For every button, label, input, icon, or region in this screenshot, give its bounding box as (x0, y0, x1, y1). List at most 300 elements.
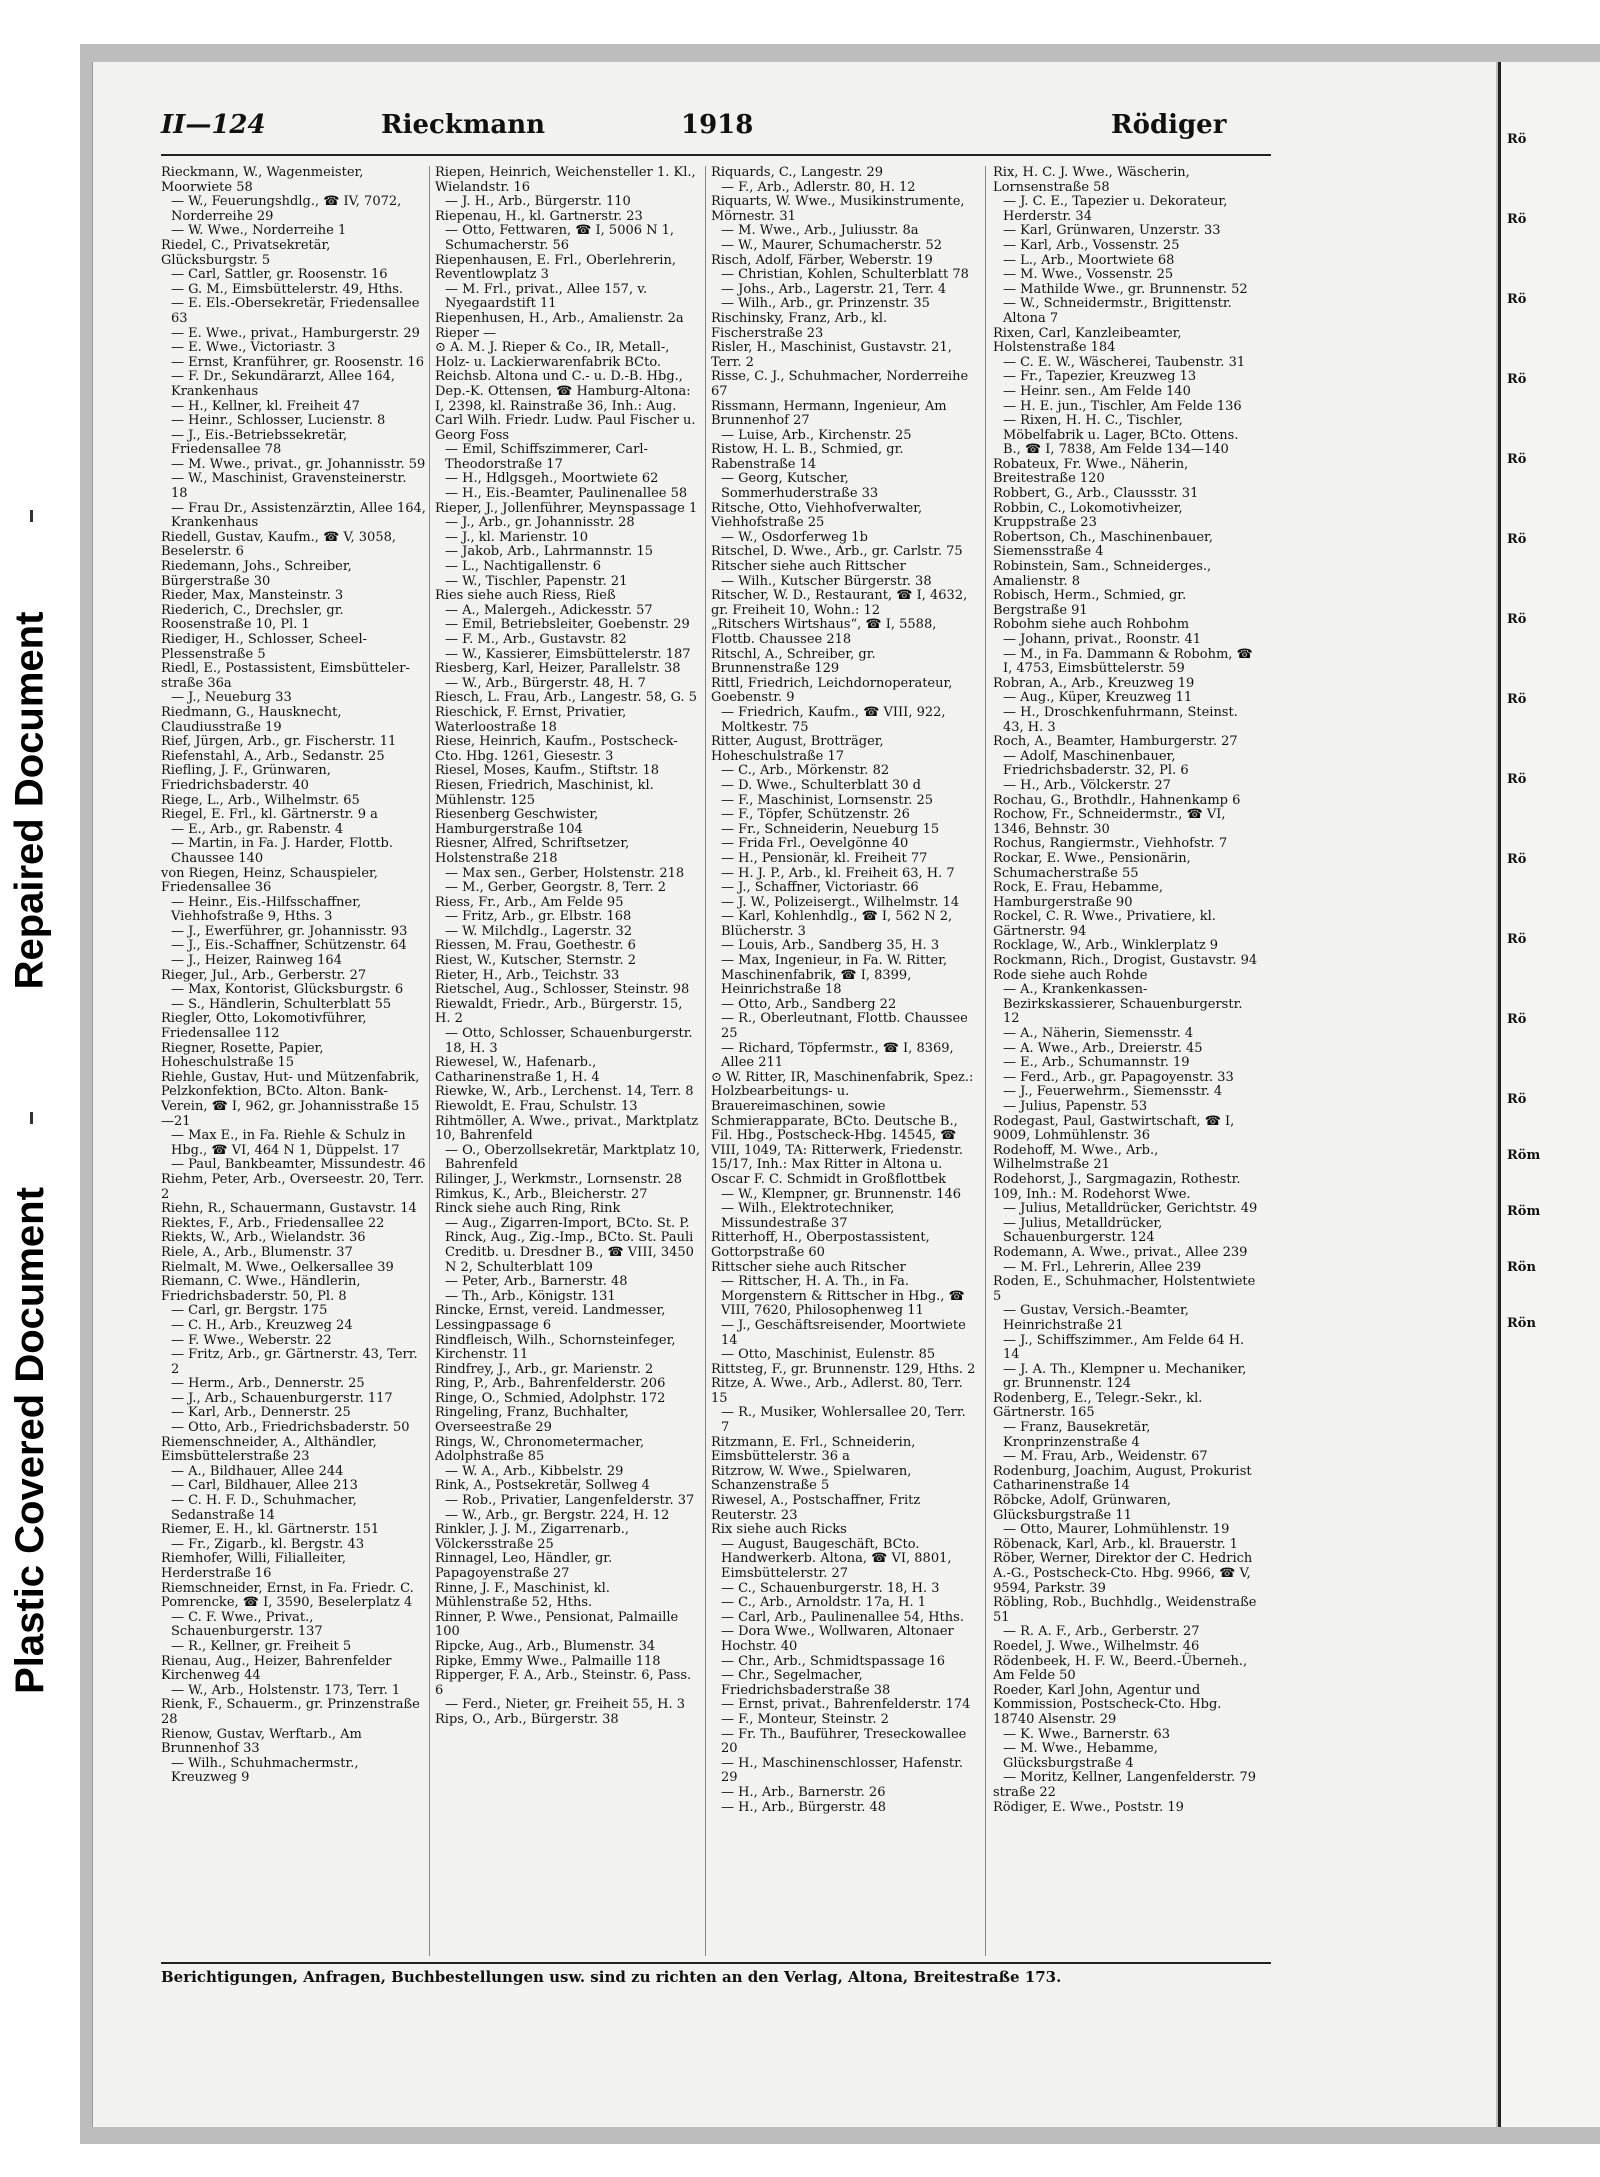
directory-entry: Ritzrow, W. Wwe., Spielwaren, Schanzenstraße 5 (711, 1463, 912, 1494)
directory-entry: — Gustav, Versich.-Beamter, Heinrichstraße 21 (1003, 1303, 1189, 1333)
directory-entry: Röbcke, Adolf, Grünwaren, Glücksburgstraße 11 (993, 1493, 1171, 1523)
directory-entry: — Julius, Metalldrücker, Gerichtstr. 49 (1003, 1201, 1258, 1217)
directory-entry: Robisch, Herm., Schmied, gr. Bergstraße 91 (993, 588, 1187, 618)
directory-entry: Rielmalt, M. Wwe., Oelkersallee 39 (161, 1259, 394, 1275)
adjacent-page-fragment: Rö (1507, 1012, 1527, 1027)
directory-entry: Roden, E., Schuhmacher, Holstentwiete 5 (993, 1274, 1256, 1304)
directory-entry: — Louis, Arb., Sandberg 35, H. 3 (721, 938, 940, 954)
directory-entry: Rischinsky, Franz, Arb., kl. Fischerstraße 23 (711, 310, 888, 341)
directory-entry: Rink, A., Postsekretär, Sollweg 4 (435, 1478, 650, 1494)
directory-entry: Robran, A., Arb., Kreuzweg 19 (993, 675, 1195, 691)
directory-entry: Rix siehe auch Ricks (711, 1522, 847, 1538)
directory-entry: — Peter, Arb., Barnerstr. 48 (445, 1274, 628, 1290)
directory-entry: — Carl, gr. Bergstr. 175 (171, 1303, 328, 1319)
directory-entry: Riessen, M. Frau, Goethestr. 6 (435, 938, 636, 954)
directory-entry: Rindfleisch, Wilh., Schornsteinfeger, Kirchenstr. 11 (435, 1332, 676, 1363)
directory-entry: Riedemann, Johs., Schreiber, Bürgerstraße 30 (161, 559, 352, 589)
page-header (161, 110, 1249, 148)
directory-entry: Rochow, Fr., Schneidermstr., ☎ VI, 1346, Behnstr. 30 (993, 807, 1226, 837)
directory-entry: Rinck siehe auch Ring, Rink (435, 1201, 621, 1217)
directory-entry: — W. Milchdlg., Lagerstr. 32 (445, 923, 633, 939)
directory-entry: — W., Kassierer, Eimsbüttelerstr. 187 (445, 646, 691, 662)
directory-entry: — C. H., Arb., Kreuzweg 24 (171, 1317, 353, 1333)
directory-entry: Ringe, O., Schmied, Adolphstr. 172 (435, 1390, 666, 1406)
adjacent-page-fragment: Röm (1507, 1204, 1541, 1219)
directory-entry: — J., Geschäftsreisender, Moortwiete 14 (721, 1317, 966, 1348)
directory-entry: Riehle, Gustav, Hut- und Mützenfabrik, Pelzkonfektion, BCto. Alton. Bank-Verein, ☎ I, 962, gr. Johannisstraße 15—21 (161, 1069, 420, 1129)
directory-entry: Rixen, Carl, Kanzleibeamter, Holstenstraße 184 (993, 325, 1182, 356)
adjacent-page-fragment: Rö (1507, 452, 1527, 467)
directory-entry: Riepenau, H., kl. Gartnerstr. 23 (435, 208, 643, 224)
directory-entry: — Moritz, Kellner, Langenfelderstr. 79 (1003, 1770, 1256, 1786)
directory-entry: — J., kl. Marienstr. 10 (445, 529, 589, 545)
directory-entry: Riedmann, G., Hausknecht, Claudiusstraße 19 (161, 704, 342, 735)
directory-entry: — Karl, Kohlenhdlg., ☎ I, 562 N 2, Blücherstr. 3 (721, 909, 953, 939)
directory-entry: — F., Monteur, Steinstr. 2 (721, 1711, 889, 1727)
directory-entry: Riesch, L. Frau, Arb., Langestr. 58, G. 5 (435, 690, 698, 706)
directory-entry: Riewesel, W., Hafenarb., Catharinenstraße 1, H. 4 (435, 1055, 600, 1085)
directory-entry: Riepen, Heinrich, Weichensteller 1. Kl., Wielandstr. 16 (435, 166, 696, 195)
directory-entry: — H., Arb., Bürgerstr. 48 (721, 1799, 887, 1815)
column-divider (705, 166, 706, 1956)
directory-entry: — Frau Dr., Assistenzärztin, Allee 164, Krankenhaus (171, 500, 426, 531)
directory-entry: Rodenberg, E., Telegr.-Sekr., kl. Gärtnerstr. 165 (993, 1390, 1203, 1421)
directory-entry: Ripperger, F. A., Arb., Steinstr. 6, Pass. 6 (435, 1668, 692, 1698)
header-last-entry: Rödiger (1111, 110, 1227, 140)
adjacent-page-fragment: Rö (1507, 852, 1527, 867)
directory-entry: — Otto, Maurer, Lohmühlenstr. 19 (1003, 1522, 1230, 1538)
directory-entry: Ringeling, Franz, Buchhalter, Overseestraße 29 (435, 1405, 629, 1436)
directory-entry: — Karl, Arb., Dennerstr. 25 (171, 1405, 351, 1421)
directory-entry: Rittscher siehe auch Ritscher (711, 1259, 906, 1275)
directory-entry: — G. M., Eimsbüttelerstr. 49, Hths. (171, 281, 404, 297)
directory-entry: — J. C. E., Tapezier u. Dekorateur, Herderstr. 34 (1003, 194, 1228, 224)
directory-entry: — Max, Kontorist, Glücksburgstr. 6 (171, 982, 404, 998)
directory-entry: Rock, E. Frau, Hebamme, Hamburgerstraße 90 (993, 880, 1163, 910)
directory-entry: Rings, W., Chronometermacher, Adolphstraße 85 (435, 1434, 645, 1465)
directory-entry: — Ernst, Kranführer, gr. Roosenstr. 16 (171, 354, 424, 370)
directory-entry: Rips, O., Arb., Bürgerstr. 38 (435, 1711, 619, 1727)
directory-entry: — W., Klempner, gr. Brunnenstr. 146 (721, 1186, 962, 1202)
directory-entry: — E., Arb., gr. Rabenstr. 4 (171, 821, 344, 837)
directory-entry: — F. M., Arb., Gustavstr. 82 (445, 632, 627, 647)
adjacent-page-fragment: Rö (1507, 212, 1527, 227)
directory-entry: Röbenack, Karl, Arb., kl. Brauerstr. 1 (993, 1536, 1238, 1552)
adjacent-page-fragment: Röm (1507, 1148, 1541, 1163)
directory-entry: Ritschel, D. Wwe., Arb., gr. Carlstr. 75 (711, 544, 963, 560)
directory-entry: — M., in Fa. Dammann & Robohm, ☎ I, 4753, Eimsbüttelerstr. 59 (1003, 646, 1253, 677)
directory-entry: — Max E., in Fa. Riehle & Schulz in Hbg., ☎ VI, 464 N 1, Düppelst. 17 (171, 1128, 406, 1158)
directory-entry: — C. F. Wwe., Privat., Schauenburgerstr. 137 (171, 1609, 323, 1640)
directory-entry: — Fr., Tapezier, Kreuzweg 13 (1003, 369, 1197, 385)
directory-entry: — H., Droschkenfuhrmann, Steinst. 43, H. 3 (1003, 704, 1238, 735)
directory-entry: Riedel, C., Privatsekretär, Glücksburgstr. 5 (161, 237, 331, 268)
directory-entry: Risler, H., Maschinist, Gustavstr. 21, Terr. 2 (711, 340, 952, 370)
directory-entry: — Rixen, H. H. C., Tischler, Möbelfabrik u. Lager, BCto. Ottens. B., ☎ I, 7838, Am Felde 134—140 (1003, 413, 1239, 458)
directory-entry: — C., Schauenburgerstr. 18, H. 3 (721, 1580, 940, 1596)
directory-entry: Riemer, E. H., kl. Gärtnerstr. 151 (161, 1522, 380, 1538)
directory-entry: Riest, W., Kutscher, Sternstr. 2 (435, 953, 637, 969)
directory-entry: — Mathilde Wwe., gr. Brunnenstr. 52 (1003, 281, 1248, 297)
directory-entry: — Adolf, Maschinenbauer, Friedrichsbaderstr. 32, Pl. 6 (1003, 748, 1189, 779)
directory-entry: — Karl, Arb., Vossenstr. 25 (1003, 237, 1180, 253)
directory-entry: — W., Schneidermstr., Brigittenstr. Altona 7 (1003, 296, 1232, 326)
directory-entry: Riemhofer, Willi, Filialleiter, Herderstraße 16 (161, 1551, 346, 1581)
directory-entry: Riesberg, Karl, Heizer, Parallelstr. 38 (435, 661, 681, 677)
directory-entry: — S., Händlerin, Schulterblatt 55 (171, 996, 392, 1012)
directory-entry: Robbin, C., Lokomotivheizer, Kruppstraße 23 (993, 500, 1183, 531)
directory-entry: — Luise, Arb., Kirchenstr. 25 (721, 427, 912, 443)
directory-entry: — F., Arb., Adlerstr. 80, H. 12 (721, 179, 916, 195)
directory-entry: Riemenschneider, A., Althändler, Eimsbüttelerstraße 23 (161, 1434, 377, 1465)
directory-entry: — M., Gerber, Georgstr. 8, Terr. 2 (445, 880, 667, 896)
directory-entry: Ritsche, Otto, Viehhofverwalter, Viehhofstraße 25 (711, 500, 923, 531)
directory-entry: — Martin, in Fa. J. Harder, Flottb. Chaussee 140 (171, 836, 393, 866)
directory-entry: Ritter, August, Brotträger, Hoheschulstraße 17 (711, 734, 884, 764)
column-divider (429, 166, 430, 1956)
directory-entry: Ries siehe auch Riess, Rieß (435, 588, 616, 604)
adjacent-page-fragment: Rö (1507, 1092, 1527, 1107)
plastic-covered-document-label: Plastic Covered Document (7, 1186, 52, 1694)
directory-entry: Rilinger, J., Werkmstr., Lornsenstr. 28 (435, 1171, 683, 1187)
directory-entry: Riektes, F., Arb., Friedensallee 22 (161, 1215, 385, 1231)
header-rule (161, 154, 1271, 156)
adjacent-page-fragment: Rön (1507, 1260, 1536, 1275)
directory-entry: — J., Neueburg 33 (171, 690, 292, 706)
directory-entry: Riedell, Gustav, Kaufm., ☎ V, 3058, Beselerstr. 6 (161, 529, 396, 560)
adjacent-page-fragment: Rö (1507, 772, 1527, 787)
directory-entry: — M. Frau, Arb., Weidenstr. 67 (1003, 1449, 1208, 1465)
directory-entry: Rodemann, A. Wwe., privat., Allee 239 (993, 1244, 1248, 1260)
directory-entry: — J., Arb., Schauenburgerstr. 117 (171, 1390, 393, 1406)
directory-entry: Riege, L., Arb., Wilhelmstr. 65 (161, 792, 360, 808)
directory-entry: Roeder, Karl John, Agentur und Kommission, Postscheck-Cto. Hbg. 18740 Alsenstr. 29 (993, 1682, 1222, 1727)
directory-entry: Riewke, W., Arb., Lerchenst. 14, Terr. 8 (435, 1084, 694, 1100)
column-divider (985, 166, 986, 1956)
directory-entry: Rienow, Gustav, Werftarb., Am Brunnenhof 33 (161, 1726, 362, 1757)
directory-entry: — J., Feuerwehrm., Siemensstr. 4 (1003, 1084, 1223, 1100)
directory-entry: Riefenstahl, A., Arb., Sedanstr. 25 (161, 748, 385, 764)
directory-entry: — H., Maschinenschlosser, Hafenstr. 29 (721, 1755, 964, 1786)
directory-entry: — Wilh., Schuhmachermstr., Kreuzweg 9 (171, 1755, 359, 1786)
directory-entry: Riegler, Otto, Lokomotivführer, Friedensallee 112 (161, 1011, 367, 1042)
directory-entry: Riepenhusen, H., Arb., Amalienstr. 2a (435, 310, 684, 326)
directory-entry: — R., Oberleutnant, Flottb. Chaussee 25 (721, 1011, 968, 1042)
directory-entry: — H., Eis.-Beamter, Paulinenallee 58 (445, 486, 688, 502)
directory-entry: Rix, H. C. J. Wwe., Wäscherin, Lornsenstraße 58 (993, 166, 1190, 195)
directory-entry: — E. Wwe., Victoriastr. 3 (171, 340, 336, 356)
directory-entry: — Richard, Töpfermstr., ☎ I, 8369, Allee 211 (721, 1040, 954, 1071)
directory-entry: — R., Kellner, gr. Freiheit 5 (171, 1638, 352, 1654)
directory-page (92, 62, 1496, 2127)
directory-entry: Ristow, H. L. B., Schmied, gr. Rabenstraße 14 (711, 442, 904, 472)
directory-entry: — J., Eis.-Schaffner, Schützenstr. 64 (171, 938, 407, 954)
directory-entry: Rittl, Friedrich, Leichdornoperateur, Goebenstr. 9 (711, 675, 953, 706)
directory-entry: Rockar, E. Wwe., Pensionärin, Schumacherstraße 55 (993, 850, 1191, 881)
directory-entry: Rief, Jürgen, Arb., gr. Fischerstr. 11 (161, 734, 397, 750)
directory-entry: — M. Frl., Lehrerin, Allee 239 (1003, 1259, 1202, 1275)
directory-entry: Riesen, Friedrich, Maschinist, kl. Mühlenstr. 125 (435, 777, 654, 808)
directory-entry: — Julius, Metalldrücker, Schauenburgerstr. 124 (1003, 1215, 1163, 1246)
directory-entry: — W. A., Arb., Kibbelstr. 29 (445, 1463, 624, 1479)
directory-entry: — H. E. jun., Tischler, Am Felde 136 (1003, 398, 1242, 414)
directory-entry: — R., Musiker, Wohlersallee 20, Terr. 7 (721, 1405, 966, 1436)
directory-entry: — W., Osdorferweg 1b (721, 529, 868, 545)
directory-entry: — M. Wwe., privat., gr. Johannisstr. 59 (171, 456, 426, 472)
directory-entry: Ritschl, A., Schreiber, gr. Brunnenstraße 129 (711, 646, 876, 677)
directory-entry: — Karl, Grünwaren, Unzerstr. 33 (1003, 223, 1221, 239)
directory-entry: — W., Feuerungshdlg., ☎ IV, 7072, Norderreihe 29 (171, 194, 402, 224)
directory-entry: — August, Baugeschäft, BCto. Handwerkerb. Altona, ☎ VI, 8801, Eimsbüttelerstr. 27 (721, 1536, 952, 1581)
directory-entry: — Wilh., Elektrotechniker, Missundestraße 37 (721, 1201, 895, 1231)
repaired-document-label: Repaired Document (7, 611, 52, 989)
directory-entry: — A., Malergeh., Adickesstr. 57 (445, 602, 653, 618)
directory-entry: Riekts, W., Arb., Wielandstr. 36 (161, 1230, 366, 1246)
directory-entry: Riesner, Alfred, Schriftsetzer, Holstenstraße 218 (435, 836, 630, 866)
directory-entry: Riefling, J. F., Grünwaren, Friedrichsbaderstr. 40 (161, 763, 331, 793)
directory-entry: — Franz, Bausekretär, Kronprinzenstraße 4 (1003, 1420, 1151, 1450)
adjacent-page-fragment: Rö (1507, 372, 1527, 387)
directory-entry: Roch, A., Beamter, Hamburgerstr. 27 (993, 734, 1238, 750)
directory-entry: Riehm, Peter, Arb., Overseestr. 20, Terr. 2 (161, 1171, 424, 1202)
directory-entry: Rödiger, E. Wwe., Poststr. 19 (993, 1799, 1184, 1815)
directory-entry: Ripcke, Aug., Arb., Blumenstr. 34 (435, 1638, 656, 1654)
directory-entry: Riquarts, W. Wwe., Musikinstrumente, Mörnestr. 31 (711, 194, 965, 224)
directory-entry: Rinkler, J. J. M., Zigarrenarb., Völckersstraße 25 (435, 1522, 630, 1552)
adjacent-page-fragment: Rö (1507, 292, 1527, 307)
directory-entry: Rieper — (435, 325, 497, 341)
directory-entry: — Fritz, Arb., gr. Gärtnerstr. 43, Terr. 2 (171, 1347, 418, 1377)
directory-entry: Riemschneider, Ernst, in Fa. Friedr. C. Pomrencke, ☎ I, 3590, Beselerplatz 4 (161, 1580, 414, 1611)
directory-entry: Rockmann, Rich., Drogist, Gustavstr. 94 (993, 953, 1258, 969)
directory-entry: — L., Arb., Moortwiete 68 (1003, 252, 1175, 268)
directory-entry: Rienau, Aug., Heizer, Bahrenfelder Kirchenweg 44 (161, 1653, 392, 1684)
directory-entry: — F., Töpfer, Schützenstr. 26 (721, 807, 910, 823)
directory-entry: — M. Wwe., Arb., Juliusstr. 8a (721, 223, 919, 239)
directory-entry: Rocklage, W., Arb., Winklerplatz 9 (993, 938, 1219, 954)
directory-entry: Rieschick, F. Ernst, Privatier, Waterloostraße 18 (435, 704, 627, 735)
directory-entry: Riquards, C., Langestr. 29 (711, 166, 884, 180)
directory-entry: Robohm siehe auch Rohbohm (993, 617, 1190, 633)
directory-entry: — A., Bildhauer, Allee 244 (171, 1463, 344, 1479)
directory-entry: Rodehorst, J., Sargmagazin, Rothestr. 109, Inh.: M. Rodehorst Wwe. (993, 1171, 1241, 1202)
directory-entry: — Max, Ingenieur, in Fa. W. Ritter, Maschinenfabrik, ☎ I, 8399, Heinrichstraße 18 (721, 953, 948, 998)
directory-entry: — J., Ewerführer, gr. Johannisstr. 93 (171, 923, 408, 939)
adjacent-page-fragment: Rö (1507, 612, 1527, 627)
adjacent-page-edge (1498, 62, 1600, 2127)
directory-entry: — Carl, Bildhauer, Allee 213 (171, 1478, 358, 1494)
directory-entry: — J., Schaffner, Victoriastr. 66 (721, 880, 919, 896)
directory-entry: — Chr., Arb., Schmidtspassage 16 (721, 1653, 946, 1669)
directory-entry: — Dora Wwe., Wollwaren, Altonaer Hochstr. 40 (721, 1624, 954, 1654)
directory-entry: — A., Krankenkassen-Bezirkskassierer, Schauenburgerstr. 12 (1003, 982, 1243, 1027)
adjacent-page-fragment: Rön (1507, 1316, 1536, 1331)
directory-entry: Riediger, H., Schlosser, Scheel-Plessenstraße 5 (161, 632, 368, 662)
adjacent-page-fragment: Rö (1507, 932, 1527, 947)
directory-entry: — W., Maschinist, Gravensteinerstr. 18 (171, 471, 407, 502)
directory-entry: — Th., Arb., Königstr. 131 (445, 1288, 616, 1304)
header-year: 1918 (681, 110, 754, 140)
directory-entry: — Frida Frl., Oevelgönne 40 (721, 836, 909, 852)
directory-entry: Rochau, G., Brothdlr., Hahnenkamp 6 (993, 792, 1241, 808)
directory-entry: Rindfrey, J., Arb., gr. Marienstr. 2 (435, 1361, 654, 1377)
directory-entry: — C., Arb., Arnoldstr. 17a, H. 1 (721, 1595, 926, 1611)
directory-entry: ⊙ W. Ritter, IR, Maschinenfabrik, Spez.: Holzbearbeitungs- u. Brauereimaschinen, sowie Schmierapparate, BCto. Deutsche B., Fil. Hbg., Postscheck-Hbg. 14545, ☎ VIII, 1049, TA: Ritterwerk, Friedenstr. 15/17, Inh.: Max Ritter in Altona u. Oscar F. C. Schmidt in Großflottbek (711, 1069, 974, 1187)
directory-entry: — Aug., Zigarren-Import, BCto. St. P. Rinck, Aug., Zig.-Imp., BCto. St. Pauli Creditb. u. Dresdner B., ☎ VIII, 3450 N 2, Schulterblatt 109 (445, 1215, 694, 1275)
directory-entry: Rieper, J., Jollenführer, Meynspassage 1 (435, 500, 698, 516)
directory-entry: — J., Arb., gr. Johannisstr. 28 (445, 515, 635, 531)
directory-entry: — Emil, Schiffszimmerer, Carl-Theodorstraße 17 (445, 442, 648, 472)
directory-entry: straße 22 (993, 1784, 1056, 1800)
directory-entry: Riemann, C. Wwe., Händlerin, Friedrichsbaderstr. 50, Pl. 8 (161, 1274, 361, 1304)
directory-entry: Ritze, A. Wwe., Arb., Adlerst. 80, Terr. 15 (711, 1376, 963, 1406)
directory-entry: — Otto, Arb., Friedrichsbaderstr. 50 (171, 1420, 410, 1436)
directory-entry: — Heinr. sen., Am Felde 140 (1003, 383, 1191, 399)
directory-entry: — Rob., Privatier, Langenfelderstr. 37 (445, 1493, 695, 1509)
directory-entry: — H. J. P., Arb., kl. Freiheit 63, H. 7 (721, 865, 955, 881)
directory-entry: Rieter, H., Arb., Teichstr. 33 (435, 967, 620, 983)
directory-entry: — H., Arb., Völckerstr. 27 (1003, 777, 1171, 793)
directory-entry: — R. A. F., Arb., Gerberstr. 27 (1003, 1624, 1200, 1640)
directory-entry: — J. W., Polizeisergt., Wilhelmstr. 14 (721, 894, 960, 910)
directory-entry: Rockel, C. R. Wwe., Privatiere, kl. Gärtnerstr. 94 (993, 909, 1216, 939)
directory-entry: Rochus, Rangiermstr., Viehhofstr. 7 (993, 836, 1228, 852)
directory-entry: Risse, C. J., Schuhmacher, Norderreihe 67 (711, 369, 969, 399)
directory-entry: — W., Arb., Bürgerstr. 48, H. 7 (445, 675, 646, 691)
margin-tick (30, 1112, 33, 1124)
directory-entry: — Aug., Küper, Kreuzweg 11 (1003, 690, 1193, 706)
directory-entry: ⊙ A. M. J. Rieper & Co., IR, Metall-, Holz- u. Lackierwarenfabrik BCto. Reichsb. Altona und C.- u. D.-B. Hbg., Dep.-K. Ottensen, ☎ Hamburg-Altona: I, 2398, kl. Rainstraße 36, Inh.: Aug. Carl Wilh. Friedr. Ludw. Paul Fischer u. Georg Foss (435, 340, 696, 443)
directory-entry: — Emil, Betriebsleiter, Goebenstr. 29 (445, 617, 690, 633)
directory-entry: Rinne, J. F., Maschinist, kl. Mühlenstraße 52, Hths. (435, 1580, 610, 1611)
directory-entry: — Georg, Kutscher, Sommerhuderstraße 33 (721, 471, 879, 502)
directory-entry: Riederich, C., Drechsler, gr. Roosenstraße 10, Pl. 1 (161, 602, 344, 633)
directory-entry: — Fr., Schneiderin, Neueburg 15 (721, 821, 940, 837)
directory-entry: Riwesel, A., Postschaffner, Fritz Reuterstr. 23 (711, 1493, 921, 1523)
directory-entry: — W., Maurer, Schumacherstr. 52 (721, 237, 943, 253)
directory-entry: Riehn, R., Schauermann, Gustavstr. 14 (161, 1201, 417, 1217)
directory-entry: Ritscher, W. D., Restaurant, ☎ I, 4632, gr. Freiheit 10, Wohn.: 12 (711, 588, 968, 618)
directory-entry: — Wilh., Arb., gr. Prinzenstr. 35 (721, 296, 930, 312)
directory-entry: — F., Maschinist, Lornsenstr. 25 (721, 792, 934, 808)
margin-tick (30, 510, 33, 522)
directory-entry: Rode siehe auch Rohde (993, 967, 1148, 983)
directory-entry: von Riegen, Heinz, Schauspieler, Friedensallee 36 (161, 865, 378, 896)
directory-entry: Riesel, Moses, Kaufm., Stiftstr. 18 (435, 763, 660, 779)
directory-entry: Risch, Adolf, Färber, Weberstr. 19 (711, 252, 933, 268)
directory-entry: — J. A. Th., Klempner u. Mechaniker, gr. Brunnenstr. 124 (1003, 1361, 1247, 1392)
directory-entry: — Otto, Fettwaren, ☎ I, 5006 N 1, Schumacherstr. 56 (445, 223, 675, 253)
directory-entry: Röbling, Rob., Buchhdlg., Weidenstraße 51 (993, 1595, 1257, 1625)
page-number: II—124 (161, 110, 266, 140)
adjacent-page-fragment: Rö (1507, 532, 1527, 547)
directory-entry: — Carl, Arb., Paulinenallee 54, Hths. (721, 1609, 964, 1625)
directory-entry: Ripke, Emmy Wwe., Palmaille 118 (435, 1653, 661, 1669)
directory-entry: — A. Wwe., Arb., Dreierstr. 45 (1003, 1040, 1203, 1056)
directory-entry: — Johann, privat., Roonstr. 41 (1003, 632, 1202, 647)
directory-entry: — C., Arb., Mörkenstr. 82 (721, 763, 890, 779)
directory-entry: — Fr. Th., Bauführer, Treseckowallee 20 (721, 1726, 967, 1757)
directory-entry: — Heinr., Eis.-Hilfsschaffner, Viehhofstraße 9, Hths. 3 (171, 894, 362, 925)
directory-entry: — W., Tischler, Papenstr. 21 (445, 573, 628, 589)
directory-entry: — Otto, Arb., Sandberg 22 (721, 996, 897, 1012)
directory-entry: — Wilh., Kutscher Bürgerstr. 38 (721, 573, 932, 589)
directory-entry: — A., Näherin, Siemensstr. 4 (1003, 1026, 1194, 1042)
directory-entry: Rittsteg, F., gr. Brunnenstr. 129, Hths. 2 (711, 1361, 976, 1377)
directory-entry: Rinnagel, Leo, Händler, gr. Papagoyenstraße 27 (435, 1551, 613, 1581)
directory-entry: Rimkus, K., Arb., Bleicherstr. 27 (435, 1186, 648, 1202)
directory-entry: — Chr., Segelmacher, Friedrichsbaderstraße 38 (721, 1668, 891, 1698)
directory-entry: — W. Wwe., Norderreihe 1 (171, 223, 347, 239)
directory-entry: Rodegast, Paul, Gastwirtschaft, ☎ I, 9009, Lohmühlenstr. 36 (993, 1113, 1235, 1144)
adjacent-page-fragment: Rö (1507, 132, 1527, 147)
directory-entry: — O., Oberzollsekretär, Marktplatz 10, Bahrenfeld (445, 1142, 700, 1173)
directory-entry: — Max sen., Gerber, Holstenstr. 218 (445, 865, 685, 881)
directory-entry: Rienk, F., Schauerm., gr. Prinzenstraße 28 (161, 1697, 420, 1727)
directory-entry: — C. H. F. D., Schuhmacher, Sedanstraße 14 (171, 1493, 357, 1523)
directory-entry: — C. E. W., Wäscherei, Taubenstr. 31 (1003, 354, 1246, 370)
directory-entry: Riegner, Rosette, Papier, Hoheschulstraße 15 (161, 1040, 324, 1071)
directory-entry: — Paul, Bankbeamter, Missundestr. 46 (171, 1157, 426, 1173)
directory-entry: Riegel, E. Frl., kl. Gärtnerstr. 9 a (161, 807, 378, 823)
directory-column-1 (161, 166, 426, 1956)
directory-entry: — F. Wwe., Weberstr. 22 (171, 1332, 332, 1348)
directory-entry: Rihtmöller, A. Wwe., privat., Marktplatz 10, Bahrenfeld (435, 1113, 699, 1144)
directory-entry: — Julius, Papenstr. 53 (1003, 1099, 1148, 1114)
directory-entry: Rinner, P. Wwe., Pensionat, Palmaille 100 (435, 1609, 679, 1640)
directory-entry: — Christian, Kohlen, Schulterblatt 78 (721, 267, 969, 283)
directory-entry: — Johs., Arb., Lagerstr. 21, Terr. 4 (721, 281, 947, 297)
publisher-footer: Berichtigungen, Anfragen, Buchbestellungen usw. sind zu richten an den Verlag, Altona, Breitestraße 173. (161, 1962, 1271, 1992)
directory-entry: Ritterhoff, H., Oberpostassistent, Gottorpstraße 60 (711, 1230, 930, 1260)
adjacent-page-fragment: Rö (1507, 692, 1527, 707)
directory-entry: Riepenhausen, E. Frl., Oberlehrerin, Reventlowplatz 3 (435, 252, 676, 283)
directory-entry: Riewaldt, Friedr., Arb., Bürgerstr. 15, H. 2 (435, 996, 683, 1027)
directory-entry: Robbert, G., Arb., Claussstr. 31 (993, 486, 1199, 502)
directory-entry: — F. Dr., Sekundärarzt, Allee 164, Krankenhaus (171, 369, 395, 399)
directory-entry: Rodenburg, Joachim, August, Prokurist Catharinenstraße 14 (993, 1463, 1252, 1494)
directory-entry: — W., Arb., gr. Bergstr. 224, H. 12 (445, 1507, 670, 1523)
directory-entry: Ring, P., Arb., Bahrenfelderstr. 206 (435, 1376, 666, 1392)
directory-entry: — Fritz, Arb., gr. Elbstr. 168 (445, 909, 632, 925)
directory-entry: Rödenbeek, H. F. W., Beerd.-Überneh., Am Felde 50 (993, 1653, 1248, 1684)
directory-entry: — M. Wwe., Vossenstr. 25 (1003, 267, 1174, 283)
directory-entry: — J. H., Arb., Bürgerstr. 110 (445, 194, 631, 210)
directory-entry: Riedl, E., Postassistent, Eimsbütteler-straße 36a (161, 661, 410, 691)
directory-entry: — E. Wwe., privat., Hamburgerstr. 29 (171, 325, 420, 341)
directory-entry: Rieder, Max, Mansteinstr. 3 (161, 588, 344, 604)
directory-entry: — E., Arb., Schumannstr. 19 (1003, 1055, 1190, 1071)
directory-column-3 (711, 166, 976, 1956)
directory-entry: Riess, Fr., Arb., Am Felde 95 (435, 894, 624, 910)
directory-entry: Rissmann, Hermann, Ingenieur, Am Brunnenhof 27 (711, 398, 947, 429)
directory-entry: Ritzmann, E. Frl., Schneiderin, Eimsbüttelerstr. 36 a (711, 1434, 916, 1465)
directory-entry: Robateux, Fr. Wwe., Näherin, Breitestraße 120 (993, 456, 1189, 487)
directory-entry: Rietschel, Aug., Schlosser, Steinstr. 98 (435, 982, 690, 998)
directory-entry: — Otto, Schlosser, Schauenburgerstr. 18, H. 3 (445, 1026, 693, 1056)
directory-entry: — Herm., Arb., Dennerstr. 25 (171, 1376, 365, 1392)
directory-entry: — W., Arb., Holstenstr. 173, Terr. 1 (171, 1682, 401, 1698)
directory-column-2 (435, 166, 700, 1956)
directory-entry: — J., Heizer, Rainweg 164 (171, 953, 342, 969)
directory-entry: — Heinr., Schlosser, Lucienstr. 8 (171, 413, 386, 429)
directory-entry: Riewoldt, E. Frau, Schulstr. 13 (435, 1099, 638, 1114)
directory-entry: Ritscher siehe auch Rittscher (711, 559, 906, 575)
directory-column-4 (993, 166, 1258, 1956)
directory-entry: Riesenberg Geschwister, Hamburgerstraße 104 (435, 807, 599, 837)
directory-entry: Roedel, J. Wwe., Wilhelmstr. 46 (993, 1638, 1200, 1654)
directory-entry: — Ferd., Arb., gr. Papagoyenstr. 33 (1003, 1069, 1234, 1085)
